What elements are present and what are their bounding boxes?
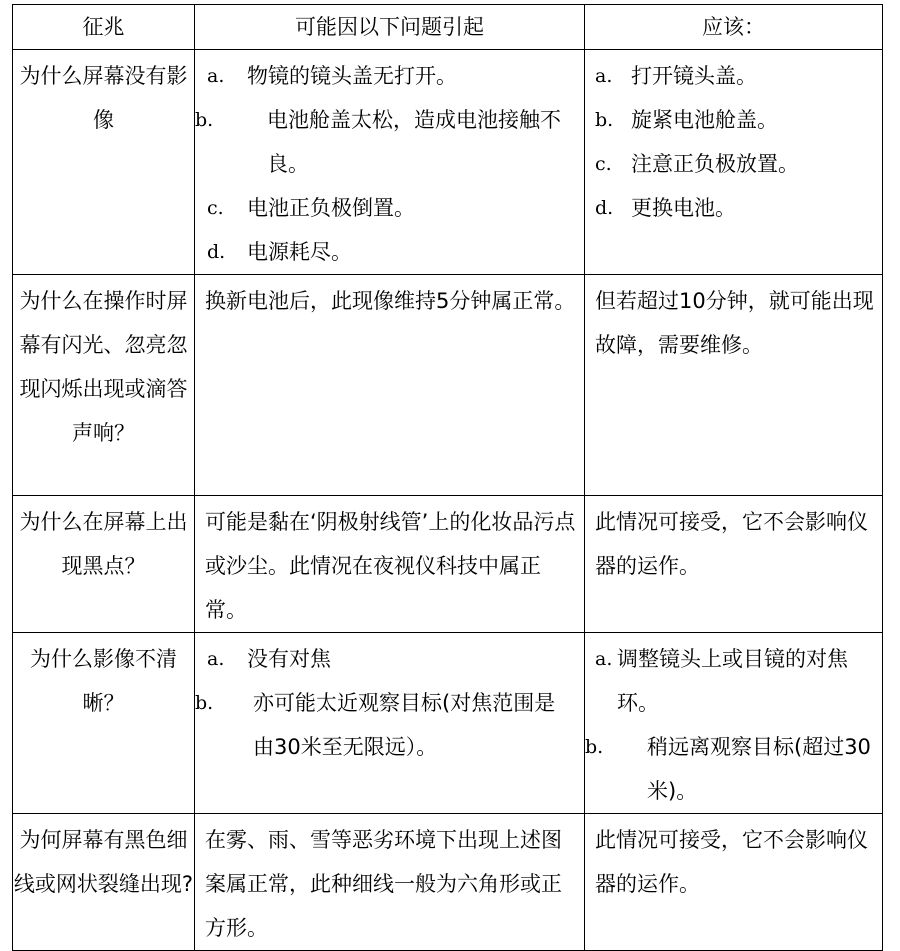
list-marker: d. [595,197,614,219]
list-text: 电池舱盖太松，造成电池接触不良。 [267,108,561,176]
list-item [585,725,882,813]
cause-text: 可能是黏在‘阴极射线管’上的化妆品污点或沙尘。此情况在夜视仪科技中属正常。 [205,510,576,622]
list-marker: b. [195,109,214,131]
symptom-text: 为什么影像不清晰？ [30,647,177,715]
list-item [195,230,584,274]
list-marker: a. [207,648,225,670]
action-cell [585,814,883,951]
list-item [195,54,584,98]
cause-cell [195,496,585,633]
action-cell [585,633,883,814]
list-text: 物镜的镜头盖无打开。 [247,64,457,88]
list-text: 注意正负极放置。 [631,152,799,176]
troubleshooting-table [12,4,883,951]
action-text: 但若超过10分钟，就可能出现故障，需要维修。 [595,289,874,357]
list-text: 电源耗尽。 [247,240,352,264]
list-text: 稍远离观察目标(超过30米)。 [647,735,871,803]
symptom-text: 为什么在操作时屏幕有闪光、忽亮忽现闪烁出现或滴答声响？ [19,289,188,445]
symptom-cell [13,633,195,814]
list-marker: b. [195,692,214,714]
list-marker: a. [595,65,613,87]
list-marker: a. [595,648,613,670]
header-symptom: 征兆 [13,5,195,50]
list-item [195,681,584,769]
action-cell [585,496,883,633]
table-row [13,50,883,275]
list-text: 更换电池。 [631,196,736,220]
list-text: 旋紧电池舱盖。 [631,108,778,132]
header-row [13,5,883,50]
symptom-text: 为什么屏幕没有影像 [19,64,188,132]
action-text: 此情况可接受，它不会影响仪器的运作。 [595,510,868,578]
list-item [585,142,882,186]
action-cell [585,275,883,496]
symptom-text: 为什么在屏幕上出现黑点？ [19,510,188,578]
list-marker: b. [595,109,614,131]
cause-cell [195,275,585,496]
symptom-cell [13,814,195,951]
list-marker: b. [585,736,604,758]
cause-text: 在雾、雨、雪等恶劣环境下出现上述图案属正常，此种细线一般为六角形或正方形。 [205,828,562,940]
header-action: 应该： [585,5,883,50]
symptom-text: 为何屏幕有黑色细线或网状裂缝出现? [13,828,194,896]
list-marker: a. [207,65,225,87]
action-text: 此情况可接受，它不会影响仪器的运作。 [595,828,868,896]
list-text: 电池正负极倒置。 [247,196,415,220]
list-item [195,637,584,681]
list-item [585,98,882,142]
action-cell [585,50,883,275]
table-row [13,814,883,951]
list-text: 亦可能太近观察目标(对焦范围是由30米至无限远）。 [253,691,556,759]
header-cause: 可能因以下问题引起 [195,5,585,50]
list-marker: c. [595,153,612,175]
list-item [585,637,882,725]
list-item [195,98,584,186]
list-item [585,186,882,230]
table-row [13,633,883,814]
list-text: 没有对焦 [247,647,331,671]
list-marker: d. [207,241,226,263]
list-marker: c. [207,197,224,219]
cause-cell [195,50,585,275]
table-row [13,275,883,496]
list-text: 调整镜头上或目镜的对焦环。 [617,647,848,715]
list-item [585,54,882,98]
symptom-cell [13,50,195,275]
symptom-cell [13,275,195,496]
cause-cell [195,814,585,951]
list-text: 打开镜头盖。 [631,64,757,88]
list-item [195,186,584,230]
cause-cell [195,633,585,814]
cause-text: 换新电池后，此现像维持5分钟属正常。 [205,289,576,313]
table-row [13,496,883,633]
symptom-cell [13,496,195,633]
